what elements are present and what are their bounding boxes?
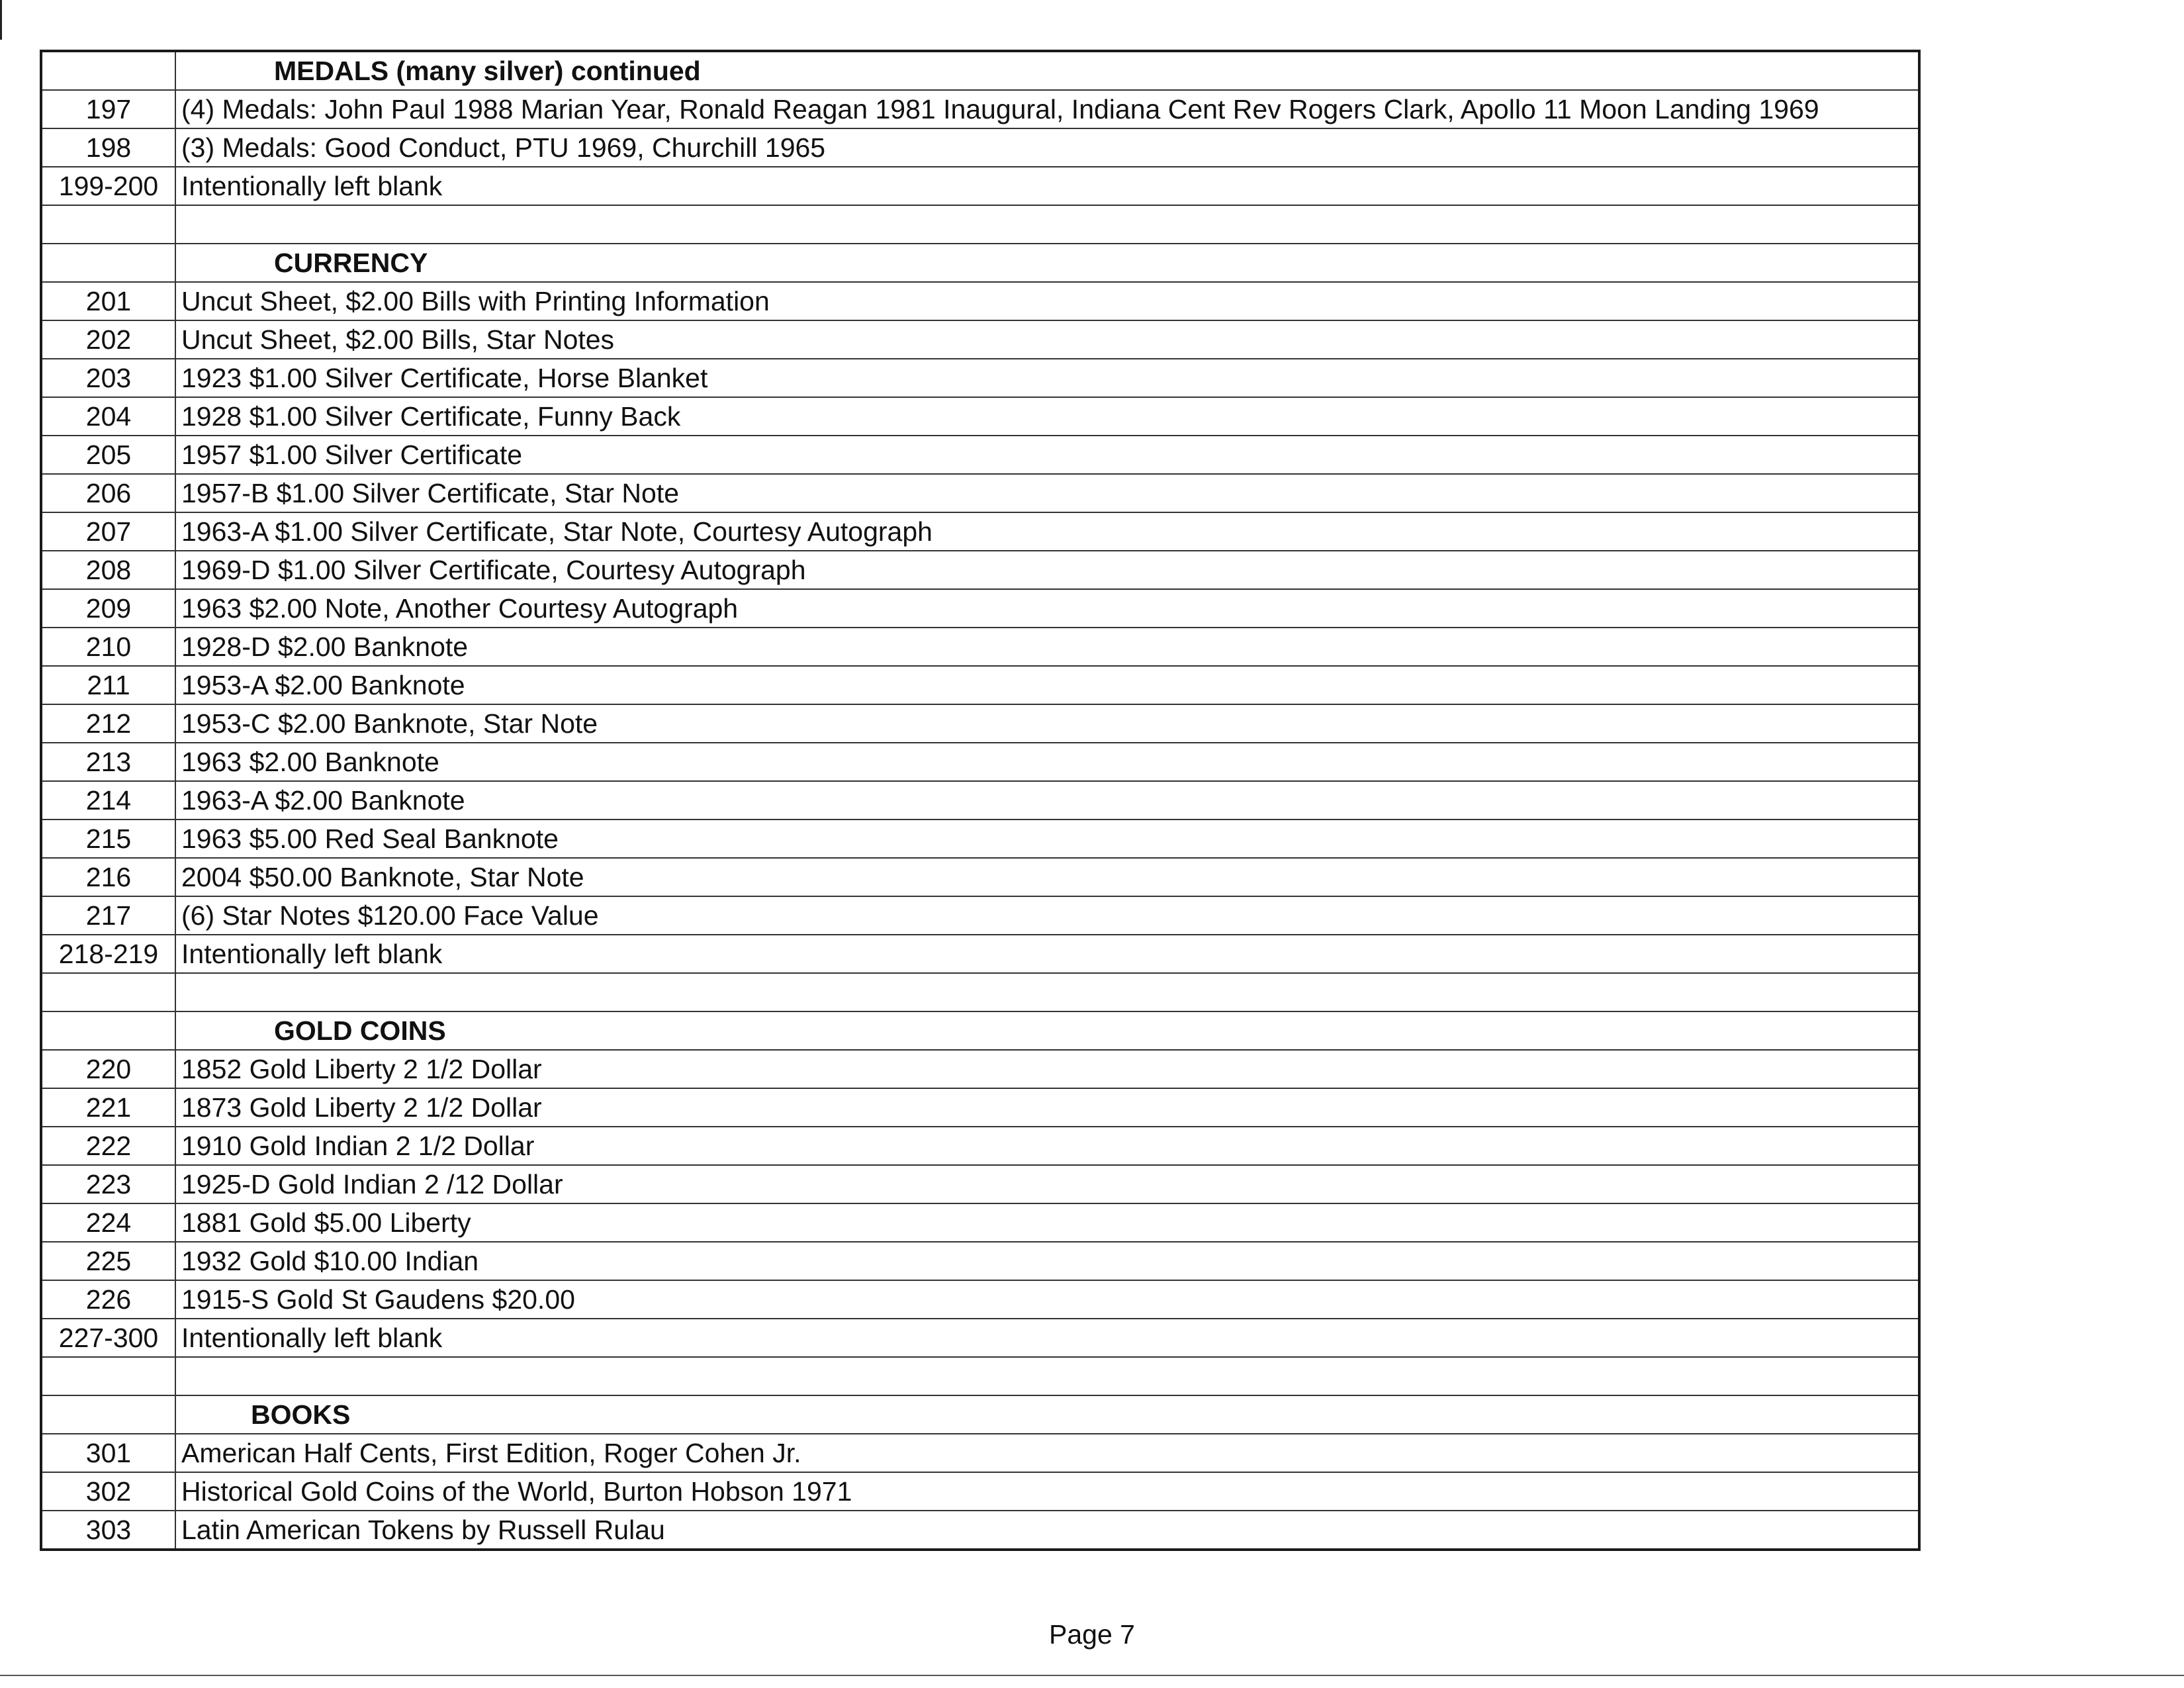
table-row: [41, 512, 1919, 551]
table-row: [41, 282, 1919, 320]
lot-description: 1923 $1.00 Silver Certificate, Horse Blanket: [175, 359, 1919, 397]
spacer-row: [41, 973, 1919, 1011]
table-row: [41, 820, 1919, 858]
lot-description: Latin American Tokens by Russell Rulau: [175, 1511, 1919, 1550]
lot-cell-empty: [41, 205, 175, 244]
lot-listing-table: [40, 50, 1921, 1551]
table-row: [41, 935, 1919, 973]
lot-description: 1928-D $2.00 Banknote: [175, 628, 1919, 666]
lot-description: Intentionally left blank: [175, 1319, 1919, 1357]
lot-description: American Half Cents, First Edition, Roger Cohen Jr.: [175, 1434, 1919, 1472]
lot-listing-body: [41, 51, 1919, 1550]
lot-number: 223: [41, 1165, 175, 1203]
table-row: [41, 320, 1919, 359]
lot-description: 1953-A $2.00 Banknote: [175, 666, 1919, 704]
scan-edge-mark-top: [0, 0, 2, 40]
lot-description: 2004 $50.00 Banknote, Star Note: [175, 858, 1919, 896]
lot-description: (6) Star Notes $120.00 Face Value: [175, 896, 1919, 935]
lot-description: 1932 Gold $10.00 Indian: [175, 1242, 1919, 1280]
lot-number: 210: [41, 628, 175, 666]
table-row: [41, 1088, 1919, 1127]
section-title-cell: [175, 1395, 1919, 1434]
lot-cell-empty: [41, 1395, 175, 1434]
lot-cell-empty: [41, 51, 175, 90]
spacer-row: [41, 1357, 1919, 1395]
table-row: [41, 1280, 1919, 1319]
lot-cell-empty: [41, 1011, 175, 1050]
lot-description: 1881 Gold $5.00 Liberty: [175, 1203, 1919, 1242]
lot-description: Historical Gold Coins of the World, Burton Hobson 1971: [175, 1472, 1919, 1511]
lot-number: 198: [41, 128, 175, 167]
lot-number: 220: [41, 1050, 175, 1088]
table-row: [41, 781, 1919, 820]
lot-number: 221: [41, 1088, 175, 1127]
lot-number: 203: [41, 359, 175, 397]
lot-description: 1873 Gold Liberty 2 1/2 Dollar: [175, 1088, 1919, 1127]
lot-description: (3) Medals: Good Conduct, PTU 1969, Churchill 1965: [175, 128, 1919, 167]
lot-number: 208: [41, 551, 175, 589]
lot-number: 214: [41, 781, 175, 820]
description-cell-empty: [175, 205, 1919, 244]
lot-number: 216: [41, 858, 175, 896]
lot-number: 204: [41, 397, 175, 436]
table-row: [41, 704, 1919, 743]
section-title: GOLD COINS: [274, 1015, 446, 1046]
lot-number: 212: [41, 704, 175, 743]
table-row: [41, 896, 1919, 935]
lot-description: 1852 Gold Liberty 2 1/2 Dollar: [175, 1050, 1919, 1088]
section-header-row: [41, 1395, 1919, 1434]
lot-number: 211: [41, 666, 175, 704]
section-title-cell: [175, 51, 1919, 90]
scan-edge-mark-bottom: [0, 1675, 2184, 1676]
lot-number: 301: [41, 1434, 175, 1472]
table-row: [41, 1511, 1919, 1550]
lot-description: 1963 $5.00 Red Seal Banknote: [175, 820, 1919, 858]
table-row: [41, 90, 1919, 128]
lot-cell-empty: [41, 973, 175, 1011]
spacer-row: [41, 205, 1919, 244]
lot-cell-empty: [41, 244, 175, 282]
table-row: [41, 128, 1919, 167]
lot-number: 202: [41, 320, 175, 359]
section-title-cell: [175, 1011, 1919, 1050]
lot-description: 1963 $2.00 Note, Another Courtesy Autograph: [175, 589, 1919, 628]
table-row: [41, 397, 1919, 436]
section-title: BOOKS: [251, 1399, 351, 1430]
page-number: Page 7: [1049, 1619, 1135, 1650]
table-row: [41, 1203, 1919, 1242]
lot-description: 1963-A $1.00 Silver Certificate, Star Note, Courtesy Autograph: [175, 512, 1919, 551]
description-cell-empty: [175, 1357, 1919, 1395]
table-row: [41, 436, 1919, 474]
lot-description: Intentionally left blank: [175, 935, 1919, 973]
lot-description: 1915-S Gold St Gaudens $20.00: [175, 1280, 1919, 1319]
table-row: [41, 1319, 1919, 1357]
lot-number: 215: [41, 820, 175, 858]
lot-number: 302: [41, 1472, 175, 1511]
table-row: [41, 858, 1919, 896]
lot-number: 218-219: [41, 935, 175, 973]
table-row: [41, 628, 1919, 666]
lot-cell-empty: [41, 1357, 175, 1395]
lot-number: 227-300: [41, 1319, 175, 1357]
table-row: [41, 1127, 1919, 1165]
section-header-row: [41, 1011, 1919, 1050]
table-row: [41, 1050, 1919, 1088]
lot-number: 213: [41, 743, 175, 781]
table-row: [41, 589, 1919, 628]
lot-number: 201: [41, 282, 175, 320]
lot-description: 1957 $1.00 Silver Certificate: [175, 436, 1919, 474]
lot-number: 197: [41, 90, 175, 128]
section-title: CURRENCY: [274, 248, 428, 278]
table-row: [41, 1434, 1919, 1472]
section-title: MEDALS (many silver) continued: [274, 56, 701, 86]
lot-description: 1925-D Gold Indian 2 /12 Dollar: [175, 1165, 1919, 1203]
lot-description: 1957-B $1.00 Silver Certificate, Star Note: [175, 474, 1919, 512]
table-row: [41, 359, 1919, 397]
lot-description: 1953-C $2.00 Banknote, Star Note: [175, 704, 1919, 743]
table-row: [41, 167, 1919, 205]
description-cell-empty: [175, 973, 1919, 1011]
lot-number: 206: [41, 474, 175, 512]
lot-number: 222: [41, 1127, 175, 1165]
lot-number: 205: [41, 436, 175, 474]
lot-description: Uncut Sheet, $2.00 Bills with Printing Information: [175, 282, 1919, 320]
table-row: [41, 1242, 1919, 1280]
lot-description: Intentionally left blank: [175, 167, 1919, 205]
lot-description: Uncut Sheet, $2.00 Bills, Star Notes: [175, 320, 1919, 359]
lot-number: 209: [41, 589, 175, 628]
table-row: [41, 1472, 1919, 1511]
section-header-row: [41, 51, 1919, 90]
lot-number: 207: [41, 512, 175, 551]
lot-number: 224: [41, 1203, 175, 1242]
lot-number: 225: [41, 1242, 175, 1280]
table-row: [41, 666, 1919, 704]
lot-number: 226: [41, 1280, 175, 1319]
lot-description: 1969-D $1.00 Silver Certificate, Courtesy Autograph: [175, 551, 1919, 589]
lot-number: 217: [41, 896, 175, 935]
lot-description: 1910 Gold Indian 2 1/2 Dollar: [175, 1127, 1919, 1165]
table-row: [41, 474, 1919, 512]
lot-description: (4) Medals: John Paul 1988 Marian Year, Ronald Reagan 1981 Inaugural, Indiana Cent Rev Rogers Clark, Apollo 11 Moon Landing 1969: [175, 90, 1919, 128]
lot-number: 303: [41, 1511, 175, 1550]
lot-description: 1963-A $2.00 Banknote: [175, 781, 1919, 820]
section-header-row: [41, 244, 1919, 282]
table-row: [41, 551, 1919, 589]
lot-number: 199-200: [41, 167, 175, 205]
table-row: [41, 1165, 1919, 1203]
table-row: [41, 743, 1919, 781]
section-title-cell: [175, 244, 1919, 282]
lot-description: 1928 $1.00 Silver Certificate, Funny Back: [175, 397, 1919, 436]
lot-description: 1963 $2.00 Banknote: [175, 743, 1919, 781]
